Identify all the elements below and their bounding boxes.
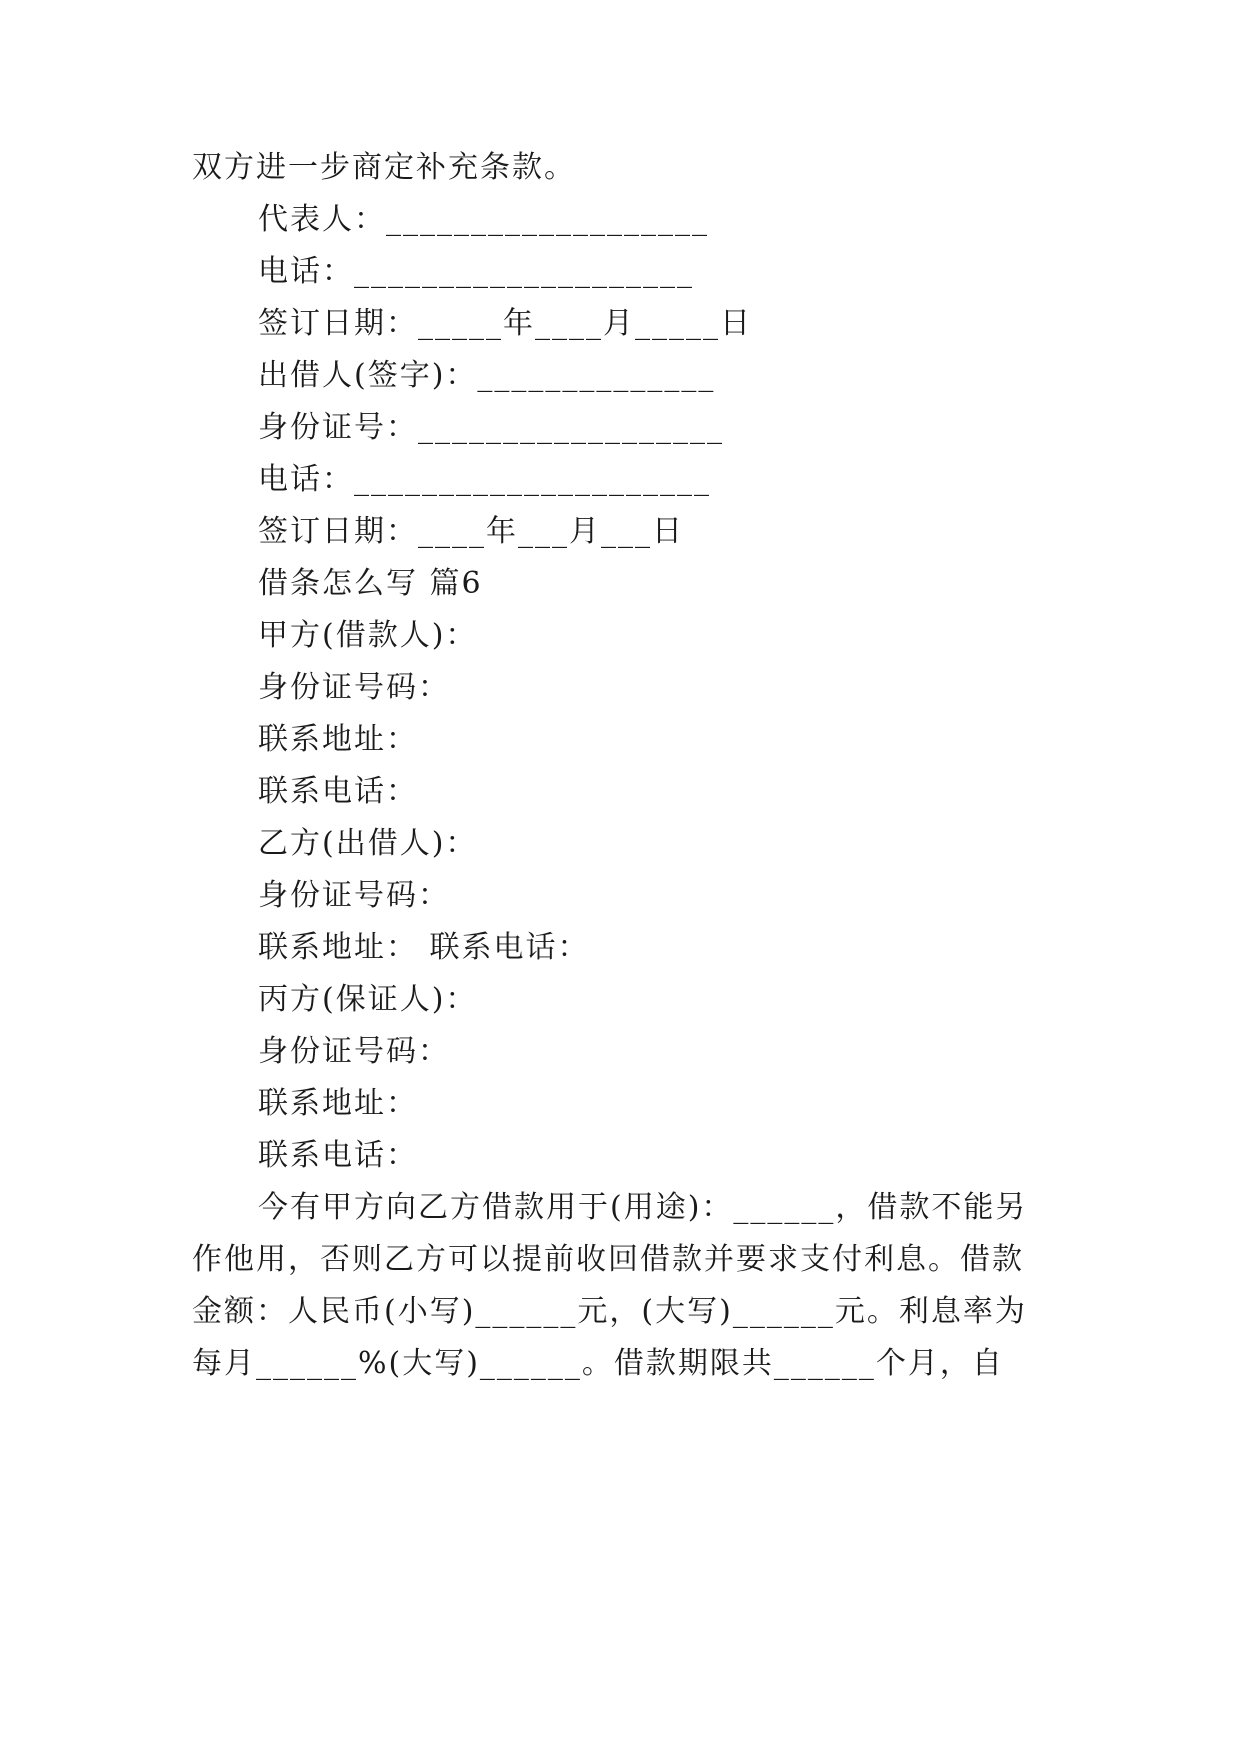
text-line-lender-signature: 出借人(签字)：______________ <box>258 358 716 393</box>
text-line-id-number: 身份证号：__________________ <box>258 410 724 445</box>
paragraph-row-3: 金额：人民币(小写)______元，(大写)______元。利息率为 <box>192 1294 1027 1329</box>
text-line-party-a: 甲方(借款人)： <box>258 618 478 653</box>
text-line-party-b-id: 身份证号码： <box>258 878 450 913</box>
text-line-party-c-address: 联系地址： <box>258 1086 418 1121</box>
text-line-party-c: 丙方(保证人)： <box>258 982 478 1017</box>
paragraph-row-2: 作他用，否则乙方可以提前收回借款并要求支付利息。借款 <box>192 1242 1024 1277</box>
text-line-party-c-phone: 联系电话： <box>258 1138 418 1173</box>
text-line-party-b-address-phone: 联系地址： 联系电话： <box>258 930 590 965</box>
section-heading: 借条怎么写 篇6 <box>258 566 483 601</box>
text-line-phone: 电话：____________________ <box>258 254 694 289</box>
text-line-party-a-address: 联系地址： <box>258 722 418 757</box>
text-line-supplementary-terms: 双方进一步商定补充条款。 <box>192 150 576 185</box>
text-line-party-a-id: 身份证号码： <box>258 670 450 705</box>
text-line-phone-2: 电话：_____________________ <box>258 462 711 497</box>
paragraph-row-1: 今有甲方向乙方借款用于(用途)：______，借款不能另 <box>258 1190 1028 1225</box>
text-line-party-c-id: 身份证号码： <box>258 1034 450 1069</box>
text-line-sign-date-2: 签订日期：____年___月___日 <box>258 514 684 549</box>
text-line-party-a-phone: 联系电话： <box>258 774 418 809</box>
text-line-representative: 代表人：___________________ <box>258 202 709 237</box>
text-line-party-b: 乙方(出借人)： <box>258 826 478 861</box>
paragraph-row-4: 每月______%(大写)______。借款期限共______个月，自 <box>192 1346 1004 1381</box>
text-line-sign-date: 签订日期：_____年____月_____日 <box>258 306 752 341</box>
